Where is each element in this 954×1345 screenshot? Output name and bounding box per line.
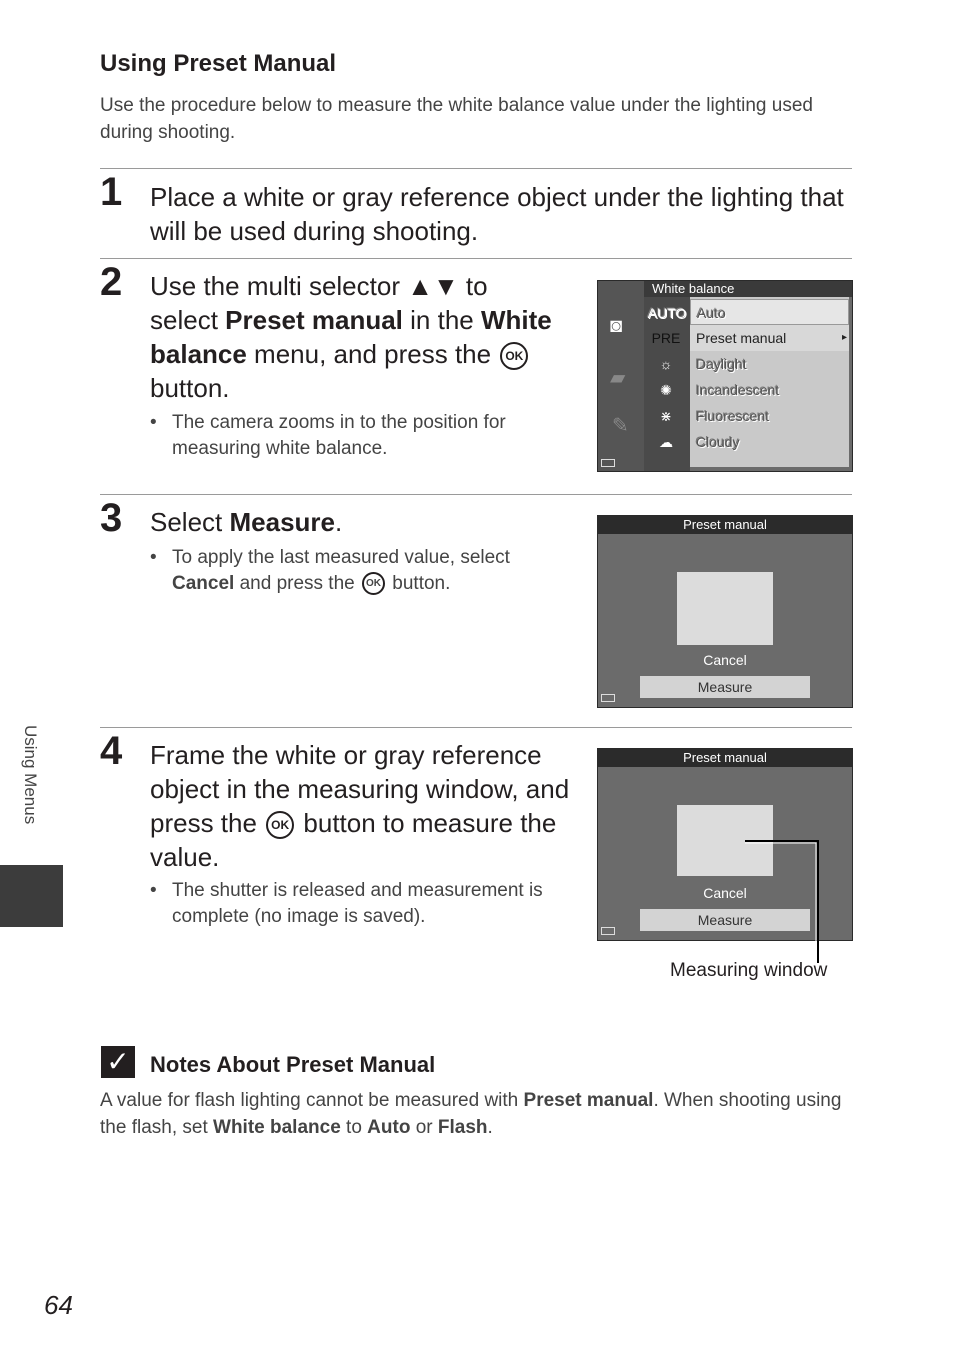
fluorescent-icon: ⋇ — [660, 408, 672, 424]
check-note-icon: ✓ — [101, 1046, 135, 1078]
measuring-window-label: Measuring window — [670, 960, 828, 981]
wb-option-incandescent[interactable]: ✺ Incandescent — [690, 377, 849, 403]
white-balance-screen — [597, 280, 853, 472]
wb-option-fluorescent[interactable]: ⋇ Fluorescent — [690, 403, 849, 429]
step-4-text: Frame the white or gray reference object in the measuring window, and press the OK button to measure the value. — [150, 740, 570, 872]
daylight-icon: ☼ — [659, 356, 673, 372]
preset-manual-screen — [597, 515, 853, 708]
measure-option[interactable]: Measure — [640, 909, 810, 931]
camera-icon: ◙ — [610, 315, 623, 337]
menu-header: White balance — [644, 281, 852, 297]
cancel-option[interactable]: Cancel — [703, 885, 747, 901]
step-1-text: Place a white or gray reference object under the lighting that will be used during shooting. — [150, 182, 844, 246]
wb-option-cloudy[interactable]: ☁ Cloudy — [690, 429, 849, 455]
step-2-bullet: • The camera zooms in to the position for measuring white balance. — [150, 412, 506, 459]
divider — [100, 258, 852, 259]
battery-icon — [601, 927, 615, 935]
battery-icon — [601, 459, 615, 467]
wb-option-preset-manual[interactable]: PRE Preset manual ▸ — [690, 325, 849, 351]
step-2-number: 2 — [100, 260, 123, 304]
step-1-number: 1 — [100, 170, 123, 214]
white-balance-list — [647, 297, 849, 467]
screen-header: Preset manual — [598, 749, 852, 767]
page-number: 64 — [44, 1290, 73, 1320]
step-4-bullet: • The shutter is released and measurement is complete (no image is saved). — [150, 880, 543, 927]
battery-icon — [601, 694, 615, 702]
menu-sidebar — [598, 281, 644, 471]
ok-button-icon: OK — [266, 811, 294, 839]
notes-body: A value for flash lighting cannot be measured with Preset manual. When shooting using the flash, set White balance to Auto or Flash. — [100, 1090, 842, 1138]
movie-icon: ▰ — [610, 367, 626, 389]
wb-option-auto[interactable]: AUTO Auto — [690, 299, 849, 325]
step-3-text: Select Measure. — [150, 507, 343, 537]
cloudy-icon: ☁ — [659, 434, 673, 450]
step-2-text: Use the multi selector ▲▼ to select Preset manual in the White balance menu, and press the OK button. — [150, 271, 552, 403]
notes-title: Notes About Preset Manual — [150, 1052, 436, 1077]
setup-wrench-icon: ✎ — [612, 415, 629, 437]
submenu-arrow-icon: ▸ — [841, 332, 847, 343]
auto-icon: AUTO — [647, 305, 687, 321]
step-3-bullet: • To apply the last measured value, select Cancel and press the OK button. — [150, 547, 510, 594]
step-4-number: 4 — [100, 729, 123, 773]
ok-button-icon: OK — [500, 342, 528, 370]
section-title: Using Preset Manual — [100, 50, 337, 77]
intro-paragraph: Use the procedure below to measure the white balance value under the lighting used during shooting. — [100, 95, 813, 143]
measuring-window-callout — [740, 835, 830, 965]
divider — [100, 494, 852, 495]
incandescent-icon: ✺ — [660, 382, 672, 398]
multi-selector-up-down-icon: ▲▼ — [407, 271, 459, 301]
measuring-window — [677, 572, 773, 645]
divider — [100, 727, 852, 728]
wb-option-daylight[interactable]: ☼ Daylight — [690, 351, 849, 377]
screen-header: Preset manual — [598, 516, 852, 534]
measure-option[interactable]: Measure — [640, 676, 810, 698]
section-tab — [0, 865, 63, 927]
side-section-label: Using Menus — [21, 725, 40, 825]
pre-icon: PRE — [651, 330, 681, 346]
divider — [100, 168, 852, 169]
step-3-number: 3 — [100, 496, 123, 540]
ok-button-icon: OK — [362, 572, 385, 595]
cancel-option[interactable]: Cancel — [703, 652, 747, 668]
